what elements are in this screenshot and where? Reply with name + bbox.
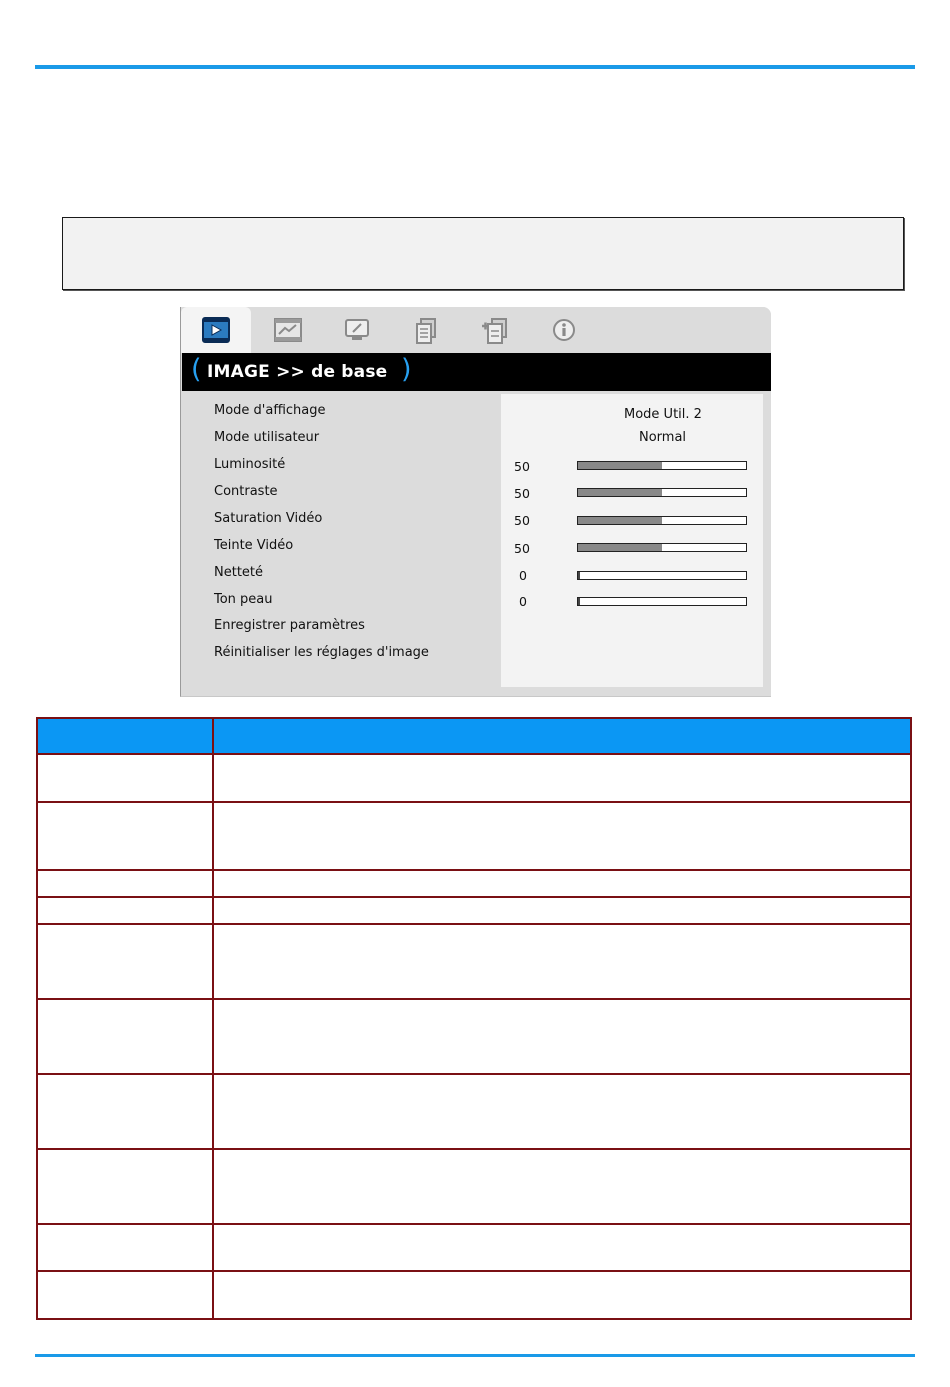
sharpness-slider[interactable] [577,571,747,580]
osd-tab-bar [181,307,771,353]
slider-fill [578,544,662,551]
osd-title-bar [182,353,771,391]
table-cell [213,1224,911,1271]
table-row [37,1149,911,1224]
table-cell [37,870,213,897]
table-cell [213,754,911,802]
contrast-value: 50 [514,486,530,501]
user-mode-value[interactable]: Normal [639,430,687,445]
footer-rule [35,1354,915,1357]
menu-item-contrast[interactable]: Contraste [214,484,278,499]
table-row [37,897,911,924]
menu-item-save-settings[interactable]: Enregistrer paramètres [214,618,365,633]
table-cell [37,1271,213,1319]
title-bracket-right: ) [401,354,412,385]
table-cell [213,1074,911,1149]
table-cell [213,802,911,870]
slider-fill [578,598,580,605]
skin-tone-slider[interactable] [577,597,747,606]
table-cell [213,1271,911,1319]
table-cell [37,1074,213,1149]
skin-tone-value: 0 [519,594,527,609]
display-icon [343,317,371,343]
advanced-settings-icon [480,317,510,345]
slider-fill [578,462,662,469]
header-rule [35,65,915,69]
saturation-slider[interactable] [577,516,747,525]
menu-item-display-mode[interactable]: Mode d'affichage [214,403,326,418]
contrast-slider[interactable] [577,488,747,497]
table-row [37,924,911,999]
osd-title: IMAGE >> de base [207,362,388,382]
table-cell [213,924,911,999]
table-cell [37,999,213,1074]
osd-value-panel [501,394,763,687]
tab-display[interactable] [333,307,381,353]
table-cell [213,897,911,924]
table-cell [37,924,213,999]
table-header-row [37,718,911,754]
description-table [36,717,912,1320]
slider-fill [578,489,662,496]
table-cell [37,754,213,802]
saturation-value: 50 [514,513,530,528]
title-bracket-left: ( [191,354,202,385]
tab-image[interactable] [181,307,251,353]
menu-item-brightness[interactable]: Luminosité [214,457,286,472]
table-cell [37,897,213,924]
tint-slider[interactable] [577,543,747,552]
brightness-value: 50 [514,459,530,474]
table-header-cell [213,718,911,754]
table-row [37,754,911,802]
table-row [37,999,911,1074]
tab-settings[interactable] [402,307,450,353]
tab-advanced-settings[interactable] [471,307,519,353]
slider-fill [578,572,580,579]
tab-advanced-image[interactable] [264,307,312,353]
menu-item-user-mode[interactable]: Mode utilisateur [214,430,320,445]
tint-value: 50 [514,541,530,556]
menu-item-saturation[interactable]: Saturation Vidéo [214,511,323,526]
table-row [37,1224,911,1271]
table-row [37,802,911,870]
sharpness-value: 0 [519,568,527,583]
advanced-image-icon [274,317,302,343]
table-cell [37,1149,213,1224]
slider-fill [578,517,662,524]
table-cell [213,999,911,1074]
menu-item-skin-tone[interactable]: Ton peau [214,592,273,607]
note-box [62,217,904,290]
menu-item-tint[interactable]: Teinte Vidéo [214,538,294,553]
menu-item-sharpness[interactable]: Netteté [214,565,264,580]
settings-icon [412,317,440,345]
info-icon [551,317,577,343]
table-header-cell [37,718,213,754]
table-cell [213,870,911,897]
menu-item-reset-image[interactable]: Réinitialiser les réglages d'image [214,645,429,660]
image-icon [202,317,230,343]
table-cell [37,1224,213,1271]
display-mode-value[interactable]: Mode Util. 2 [624,407,702,422]
table-cell [37,802,213,870]
table-row [37,1271,911,1319]
table-cell [213,1149,911,1224]
osd-menu [180,307,771,697]
table-row [37,1074,911,1149]
brightness-slider[interactable] [577,461,747,470]
tab-info[interactable] [540,307,588,353]
table-row [37,870,911,897]
